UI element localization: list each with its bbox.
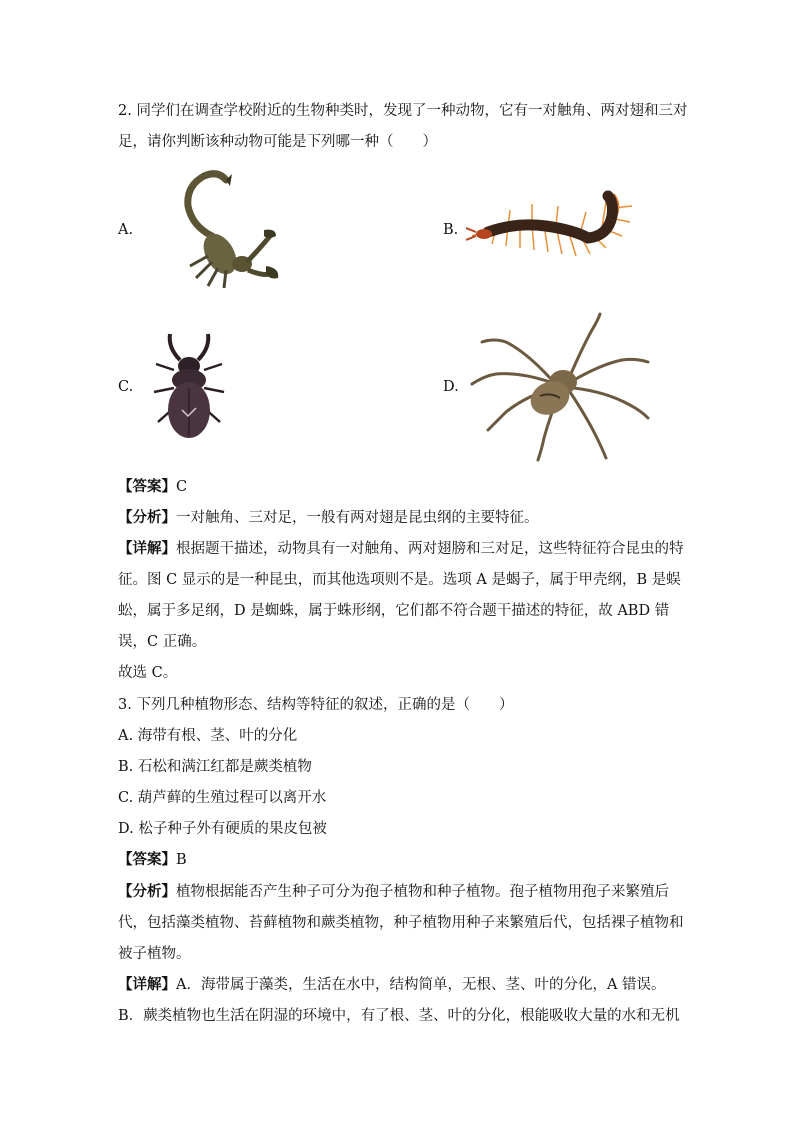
- q2-option-d-label: D.: [443, 379, 459, 395]
- q2-option-a-label: A.: [118, 222, 134, 238]
- q2-analysis-tag: 【分析】: [118, 509, 176, 526]
- q3-analysis-text1: 植物根据能否产生种子可分为孢子植物和种子植物。孢子植物用孢子来繁殖后: [176, 884, 669, 900]
- q2-stem-line1: 2. 同学们在调查学校附近的生物种类时，发现了一种动物，它有一对触角、两对翅和三对: [118, 103, 688, 119]
- q2-stem-line2: 足，请你判断该种动物可能是下列哪一种（ ）: [118, 134, 437, 150]
- q3-analysis-line3: 被子植物。: [118, 946, 191, 962]
- beetle-icon: [150, 330, 228, 454]
- q2-option-b-label: B.: [443, 222, 459, 238]
- q2-answer-value: C: [176, 479, 188, 495]
- scorpion-icon: [152, 166, 282, 294]
- q3-answer: [118, 850, 678, 870]
- q2-option-c-label: C.: [118, 379, 134, 395]
- q3-answer-value: B: [176, 852, 187, 868]
- q2-detail-tag: 【详解】: [118, 540, 176, 557]
- q2-detail-text1: 根据题干描述，动物具有一对触角、两对翅膀和三对足，这些特征符合昆虫的特: [176, 541, 684, 557]
- q3-detail-line1: [118, 975, 678, 995]
- q2-analysis: [118, 508, 678, 528]
- q3-detail-text1: A．海带属于藻类，生活在水中，结构简单，无根、茎、叶的分化，A 错误。: [176, 977, 666, 993]
- q3-option-c: C. 葫芦藓的生殖过程可以离开水: [118, 790, 327, 806]
- q3-detail-tag: 【详解】: [118, 976, 176, 993]
- q2-detail-line2: 征。图 C 显示的是一种昆虫，而其他选项则不是。选项 A 是蝎子，属于甲壳纲，B 是蜈: [118, 572, 681, 588]
- q3-option-b: B. 石松和满江红都是蕨类植物: [118, 759, 312, 775]
- centipede-icon: [466, 188, 638, 268]
- q2-detail-line3: 蚣，属于多足纲，D 是蜘蛛，属于蛛形纲，它们都不符合题干描述的特征，故 ABD 错: [118, 603, 670, 619]
- q2-conclusion: 故选 C。: [118, 665, 178, 681]
- q2-answer-tag: 【答案】: [118, 478, 176, 495]
- q2-analysis-text: 一对触角、三对足，一般有两对翅是昆虫纲的主要特征。: [176, 510, 539, 526]
- q2-detail-line4: 误，C 正确。: [118, 634, 207, 650]
- q2-answer: [118, 477, 678, 497]
- q2-detail-line1: [118, 539, 684, 559]
- q3-analysis-tag: 【分析】: [118, 883, 176, 900]
- spider-icon: [466, 312, 652, 462]
- q3-analysis-line2: 代，包括藻类植物、苔藓植物和蕨类植物，种子植物用种子来繁殖后代，包括裸子植物和: [118, 915, 684, 931]
- q3-stem: 3. 下列几种植物形态、结构等特征的叙述，正确的是（ ）: [118, 697, 514, 713]
- q3-detail-line2: B．蕨类植物也生活在阴湿的环境中，有了根、茎、叶的分化，根能吸收大量的水和无机: [118, 1008, 680, 1024]
- q3-analysis-line1: [118, 882, 678, 902]
- q3-option-d: D. 松子种子外有硬质的果皮包被: [118, 821, 327, 837]
- q3-option-a: A. 海带有根、茎、叶的分化: [118, 728, 298, 744]
- q3-answer-tag: 【答案】: [118, 851, 176, 868]
